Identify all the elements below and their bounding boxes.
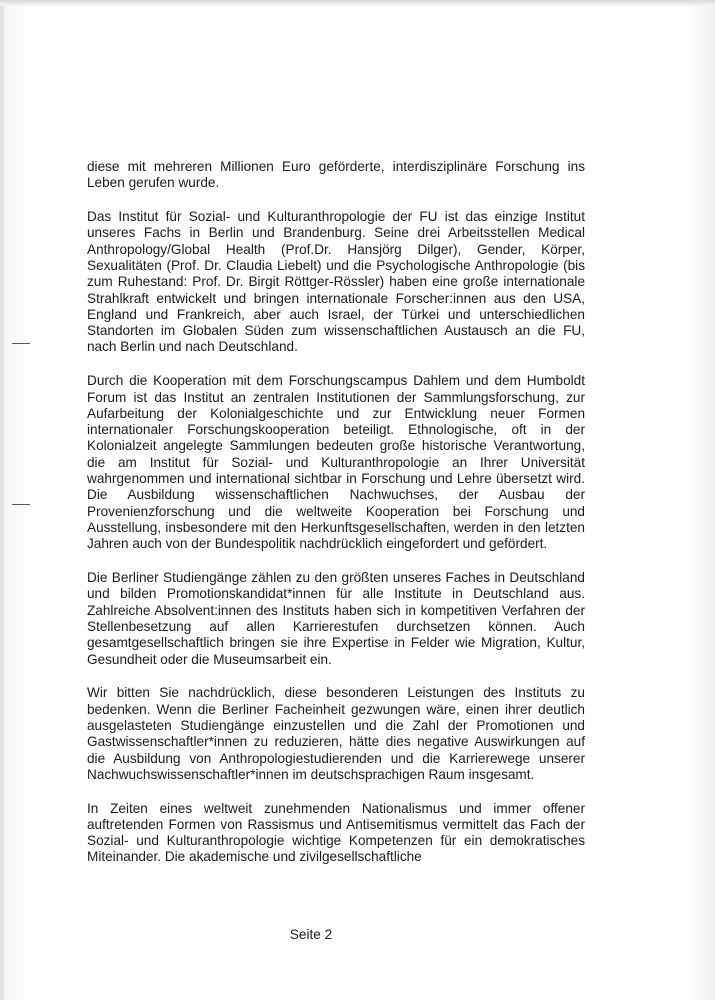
page-number: Seite 2 [289,927,333,942]
margin-mark [12,343,30,344]
paragraph-1: diese mit mehreren Millionen Euro geförderte, interdisziplinäre Forschung ins Leben gerufen wurde. [87,159,585,191]
paragraph-2: Das Institut für Sozial- und Kulturanthropologie der FU ist das einzige Institut unseres Fachs in Berlin und Brandenburg. Seine drei Arbeitsstellen Medical Anthropology/Global Health (Prof.Dr. Hansjörg Dilger), Gender, Körper, Sexualitäten (Prof. Dr. Claudia Liebelt) und die Psychologische Anthropologie (bis zum Ruhestand: Prof. Dr. Birgit Röttger-Rössler) haben eine große internationale Strahlkraft entwickelt und bringen internationale Forscher:innen aus den USA, England und Frankreich, aber auch Israel, der Türkei und unterschiedlichen Standorten im Globalen Süden zum wissenschaftlichen Austausch an die FU, nach Berlin und nach Deutschland. [87,209,585,355]
paragraph-3: Durch die Kooperation mit dem Forschungscampus Dahlem und dem Humboldt Forum ist das Institut an zentralen Institutionen der Sammlungsforschung, zur Aufarbeitung der Kolonialgeschichte und zur Entwicklung neuer Formen internationaler Forschungskooperation beteiligt. Ethnologische, oft in der Kolonialzeit angelegte Sammlungen bedeuten große historische Verantwortung, die am Institut für Sozial- und Kulturanthropologie an Ihrer Universität wahrgenommen und international sichtbar in Forschung und Lehre übersetzt wird. Die Ausbildung wissenschaftlichen Nachwuchses, der Ausbau der Provenienzforschung und die weltweite Kooperation bei Forschung und Ausstellung, insbesondere mit den Herkunftsgesellschaften, werden in den letzten Jahren auch von der Bundespolitik nachdrücklich eingefordert und gefördert. [87,373,585,552]
margin-mark [12,504,30,505]
page-edge-shadow [0,0,4,1000]
body-text [87,159,585,866]
paragraph-4: Die Berliner Studiengänge zählen zu den größten unseres Faches in Deutschland und bilden Promotionskandidat*innen für alle Institute in Deutschland aus. Zahlreiche Absolvent:innen des Instituts haben sich in kompetitiven Verfahren der Stellenbesetzung auf allen Karrierestufen durchsetzen können. Auch gesamtgesellschaftlich bringen sie ihre Expertise in Felder wie Migration, Kultur, Gesundheit oder die Museumsarbeit ein. [87,570,585,667]
paragraph-5: Wir bitten Sie nachdrücklich, diese besonderen Leistungen des Instituts zu bedenken. Wenn die Berliner Facheinheit gezwungen wäre, einen ihrer deutlich ausgelasteten Studiengänge einzustellen und die Zahl der Promotionen und Gastwissenschaftler*innen zu reduzieren, hätte dies negative Auswirkungen auf die Ausbildung von Anthropologiestudierenden und die Karrierewege unserer Nachwuchswissenschaftler*innen im deutschsprachigen Raum insgesamt. [87,685,585,782]
page-top-shadow [0,0,715,6]
paragraph-6: In Zeiten eines weltweit zunehmenden Nationalismus und immer offener auftretenden Formen von Rassismus und Antisemitismus vermittelt das Fach der Sozial- und Kulturanthropologie wichtige Kompetenzen für ein demokratisches Miteinander. Die akademische und zivilgesellschaftliche [87,800,585,865]
